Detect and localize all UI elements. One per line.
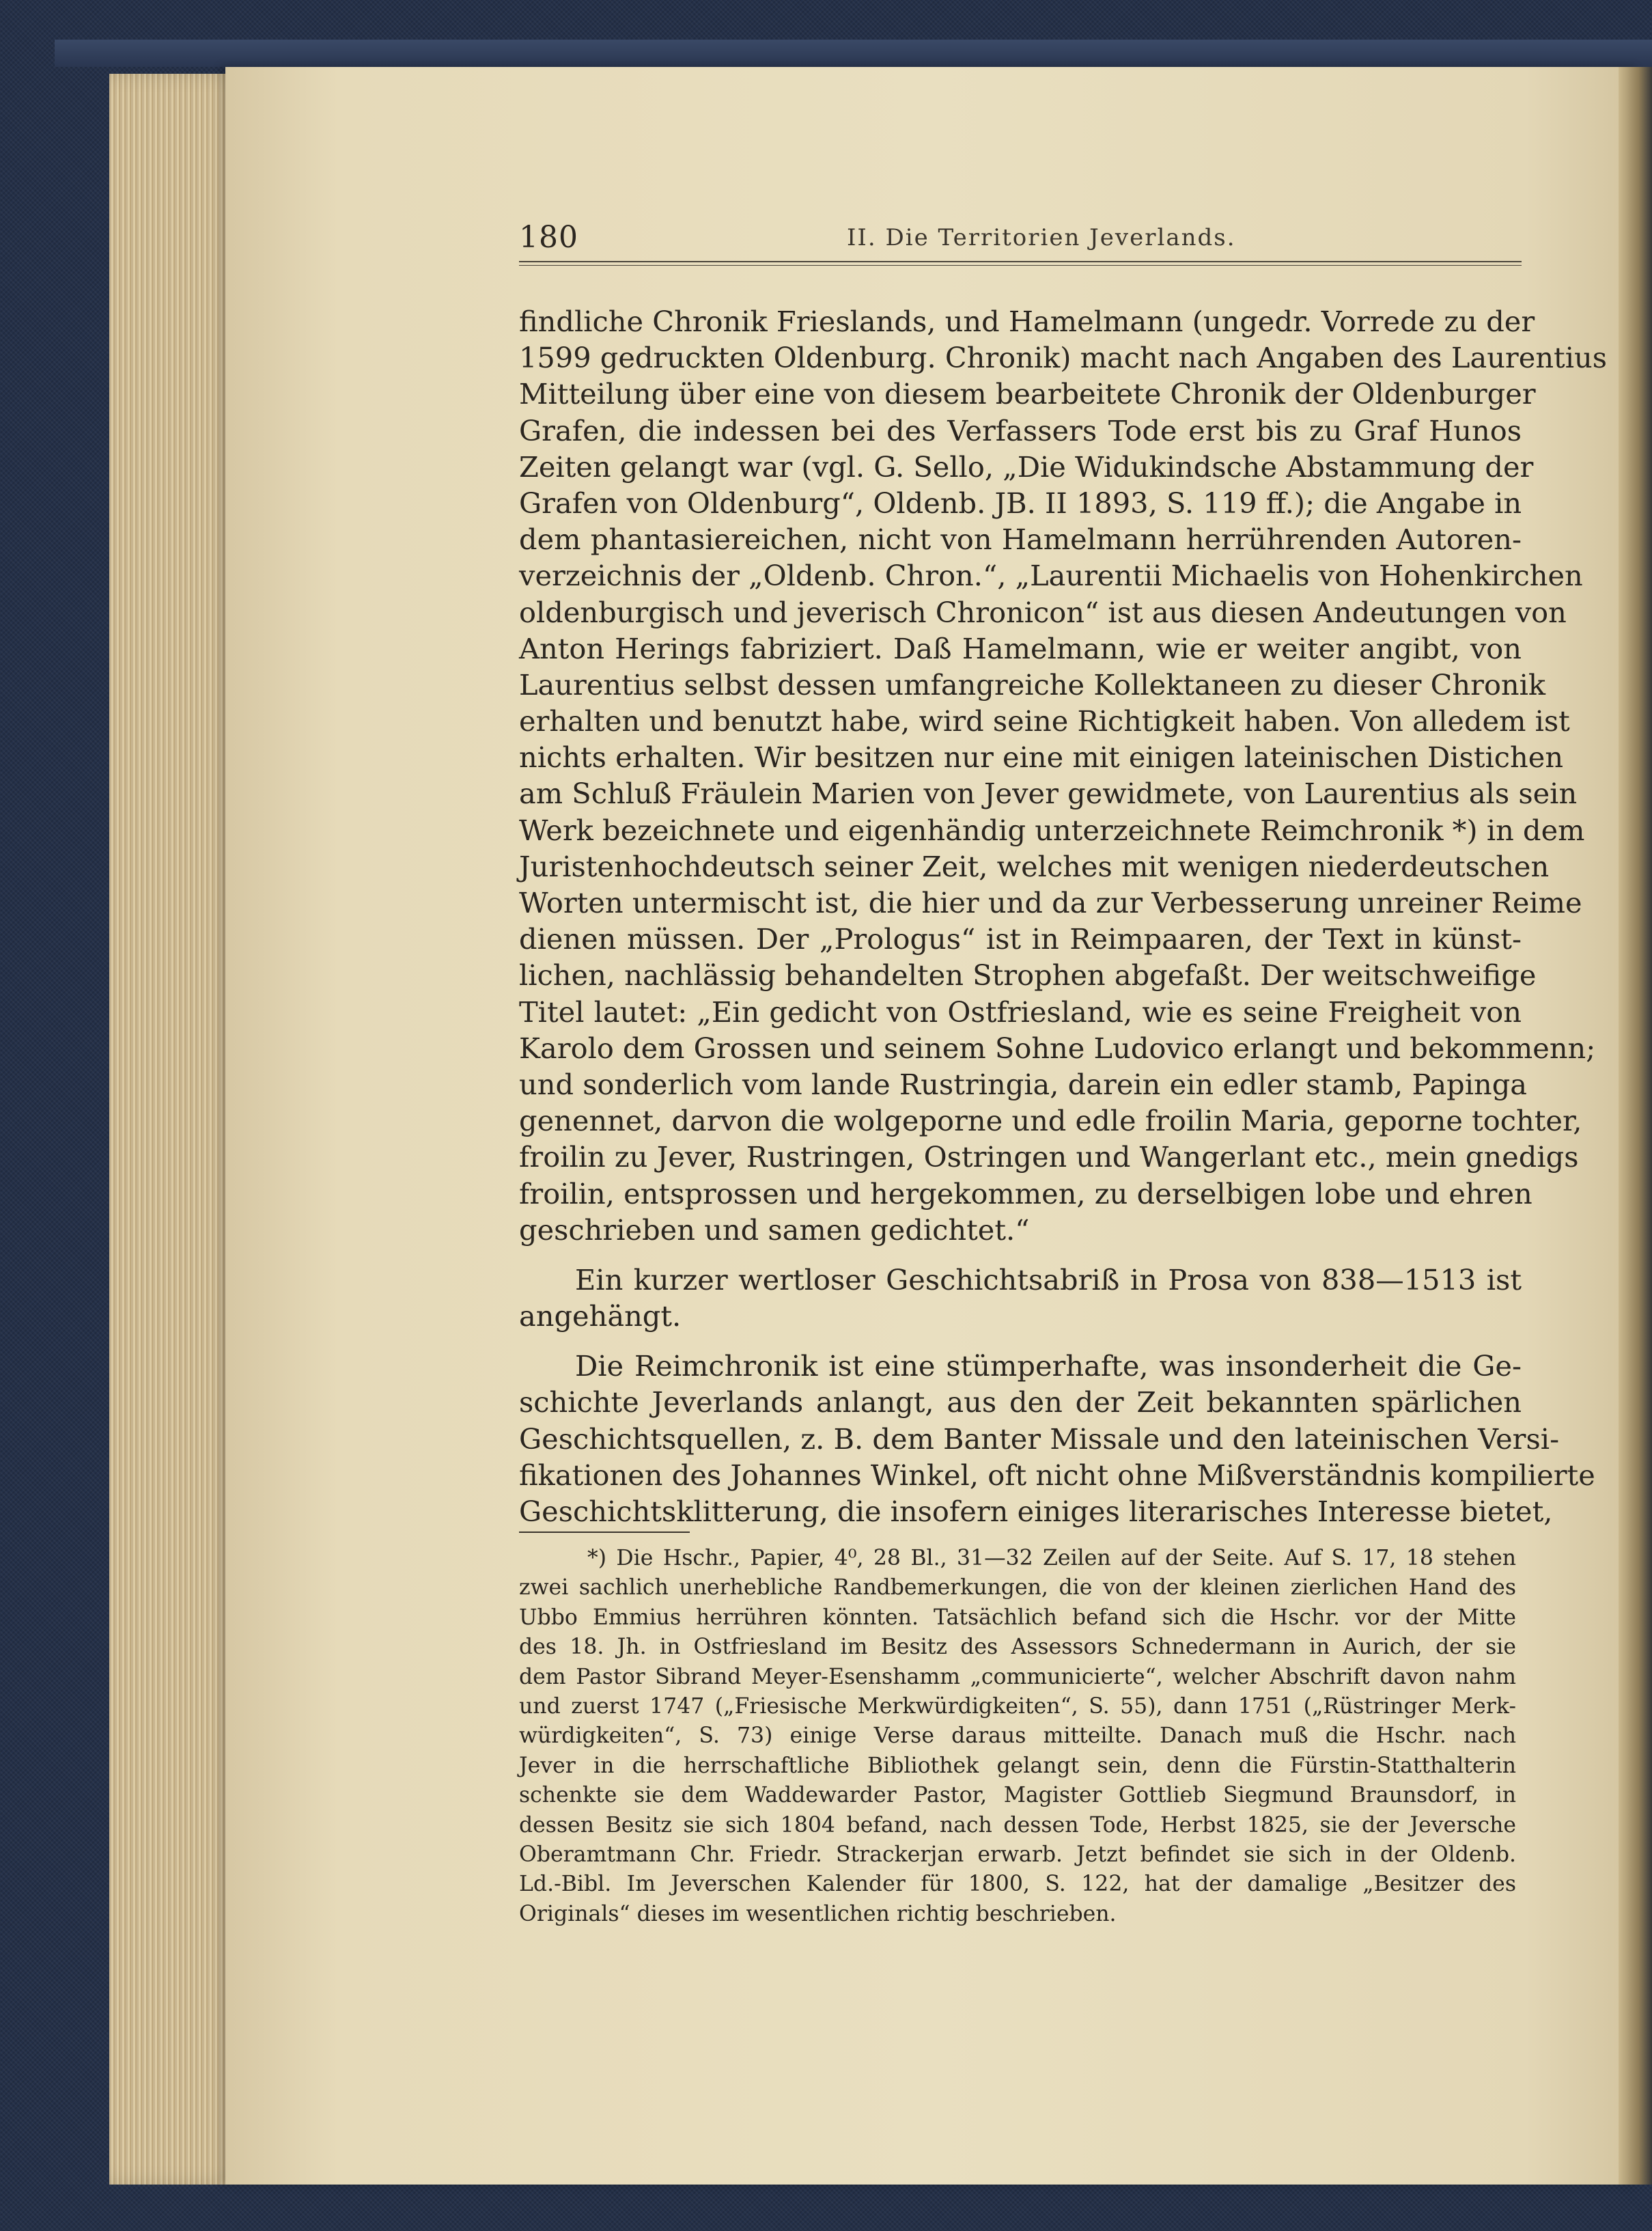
text-line: Ein kurzer wertloser Geschichtsabriß in Prosa von 838—1513 ist (575, 1262, 1522, 1297)
text-line: Titel lautet: „Ein gedicht von Ostfriesland, wie es seine Freigheit von (519, 995, 1522, 1029)
text-line: dem phantasiereichen, nicht von Hamelmann herrührenden Autoren- (519, 523, 1522, 557)
text-line: lichen, nachlässig behandelten Strophen abgefaßt. Der weitschweifige (519, 958, 1537, 993)
text-line: 1599 gedruckten Oldenburg. Chronik) macht nach Angaben des Laurentius (519, 341, 1608, 375)
body-text (519, 303, 1608, 1529)
footnote (519, 1544, 1516, 1929)
text-line: Grafen, die indessen bei des Verfassers Tode erst bis zu Graf Hunos (519, 413, 1522, 447)
footnote-line: *) Die Hschr., Papier, 4⁰, 28 Bl., 31—32 Zeilen auf der Seite. Auf S. 17, 18 stehen (587, 1546, 1516, 1570)
text-line: fikationen des Johannes Winkel, oft nicht ohne Mißverständnis kompilierte (519, 1458, 1595, 1492)
text-line: erhalten und benutzt habe, wird seine Richtigkeit haben. Von alledem ist (519, 704, 1570, 738)
text-line: Geschichtsquellen, z. B. dem Banter Missale und den lateinischen Versi- (519, 1422, 1560, 1456)
page-number: 180 (519, 220, 578, 255)
text-line: Karolo dem Grossen und seinem Sohne Ludovico erlangt und bekommenn; (519, 1031, 1596, 1065)
footnote-line: und zuerst 1747 („Friesische Merkwürdigkeiten“, S. 55), dann 1751 („Rüstringer Merk- (519, 1693, 1516, 1719)
footnote-line: dessen Besitz sie sich 1804 befand, nach dessen Tode, Herbst 1825, sie der Jeversche (519, 1812, 1516, 1838)
text-line: Geschichtsklitterung, die insofern einiges literarisches Interesse bietet, (519, 1495, 1553, 1528)
footnote-line: Ubbo Emmius herrühren könnten. Tatsächlich befand sich die Hschr. vor der Mitte (519, 1605, 1516, 1630)
footnote-line: Jever in die herrschaftliche Bibliothek gelangt sein, denn die Fürstin-Statthalterin (519, 1753, 1516, 1778)
text-line: findliche Chronik Frieslands, und Hamelmann (ungedr. Vorrede zu der (519, 305, 1535, 338)
page-header (519, 217, 1522, 265)
text-line: angehängt. (519, 1299, 682, 1333)
text-line: Werk bezeichnete und eigenhändig unterzeichnete Reimchronik *) in dem (519, 813, 1585, 847)
footnote-line: schenkte sie dem Waddewarder Pastor, Magister Gottlieb Siegmund Braunsdorf, in (519, 1783, 1516, 1808)
page-gutter (1619, 67, 1652, 2185)
footnote-line: würdigkeiten“, S. 73) einige Verse daraus mitteilte. Danach muß die Hschr. nach (519, 1723, 1516, 1749)
text-line: geschrieben und samen gedichtet.“ (519, 1212, 1030, 1247)
text-line: Zeiten gelangt war (vgl. G. Sello, „Die Widukindsche Abstammung der (519, 449, 1534, 484)
text-line: froilin zu Jever, Rustringen, Ostringen und Wangerlant etc., mein gnedigs (519, 1140, 1579, 1174)
text-line: Die Reimchronik ist eine stümperhafte, was insonderheit die Ge- (575, 1349, 1522, 1383)
footnote-line: dem Pastor Sibrand Meyer-Esenshamm „communicierte“, welcher Abschrift davon nahm (519, 1664, 1516, 1689)
text-line: genennet, darvon die wolgeporne und edle froilin Maria, geporne tochter, (519, 1104, 1582, 1138)
header-rule-thin (519, 265, 1522, 266)
text-line: und sonderlich vom lande Rustringia, darein ein edler stamb, Papinga (519, 1067, 1528, 1101)
text-line: Worten untermischt ist, die hier und da zur Verbesserung unreiner Reime (519, 886, 1582, 919)
text-line: oldenburgisch und jeverisch Chronicon“ ist aus diesen Andeutungen von (519, 595, 1567, 629)
text-line: am Schluß Fräulein Marien von Jever gewidmete, von Laurentius als sein (519, 777, 1578, 811)
footnote-line: zwei sachlich unerhebliche Randbemerkungen, die von der kleinen zierlichen Hand des (519, 1575, 1516, 1600)
text-line: Laurentius selbst dessen umfangreiche Kollektaneen zu dieser Chronik (519, 667, 1546, 702)
cover-top-strip (55, 40, 1652, 67)
text-line: verzeichnis der „Oldenb. Chron.“, „Laurentii Michaelis von Hohenkirchen (519, 559, 1583, 593)
footnote-line: des 18. Jh. in Ostfriesland im Besitz des Assessors Schnedermann in Aurich, der sie (519, 1635, 1516, 1660)
header-rule (519, 261, 1522, 262)
text-line: dienen müssen. Der „Prologus“ ist in Reimpaaren, der Text in künst- (519, 922, 1522, 956)
footnote-rule (519, 1532, 690, 1533)
text-line: Grafen von Oldenburg“, Oldenb. JB. II 1893, S. 119 ff.); die Angabe in (519, 486, 1522, 520)
running-head: II. Die Territorien Jeverlands. (847, 224, 1236, 251)
footnote-line: Ld.-Bibl. Im Jeverschen Kalender für 1800, S. 122, hat der damalige „Besitzer des (519, 1872, 1516, 1897)
text-line: Juristenhochdeutsch seiner Zeit, welches mit wenigen niederdeutschen (519, 849, 1550, 883)
text-line: Mitteilung über eine von diesem bearbeitete Chronik der Oldenburger (519, 377, 1536, 411)
footnote-line: Oberamtmann Chr. Friedr. Strackerjan erwarb. Jetzt befindet sie sich in der Oldenb. (519, 1842, 1516, 1867)
text-line: Anton Herings fabriziert. Daß Hamelmann, wie er weiter angibt, von (519, 631, 1522, 665)
text-line: froilin, entsprossen und hergekommen, zu derselbigen lobe und ehren (519, 1176, 1532, 1210)
text-line: schichte Jeverlands anlangt, aus den der Zeit bekannten spärlichen (519, 1385, 1522, 1419)
footnote-line: Originals“ dieses im wesentlichen richtig beschrieben. (519, 1901, 1117, 1926)
text-line: nichts erhalten. Wir besitzen nur eine mit einigen lateinischen Distichen (519, 740, 1564, 775)
